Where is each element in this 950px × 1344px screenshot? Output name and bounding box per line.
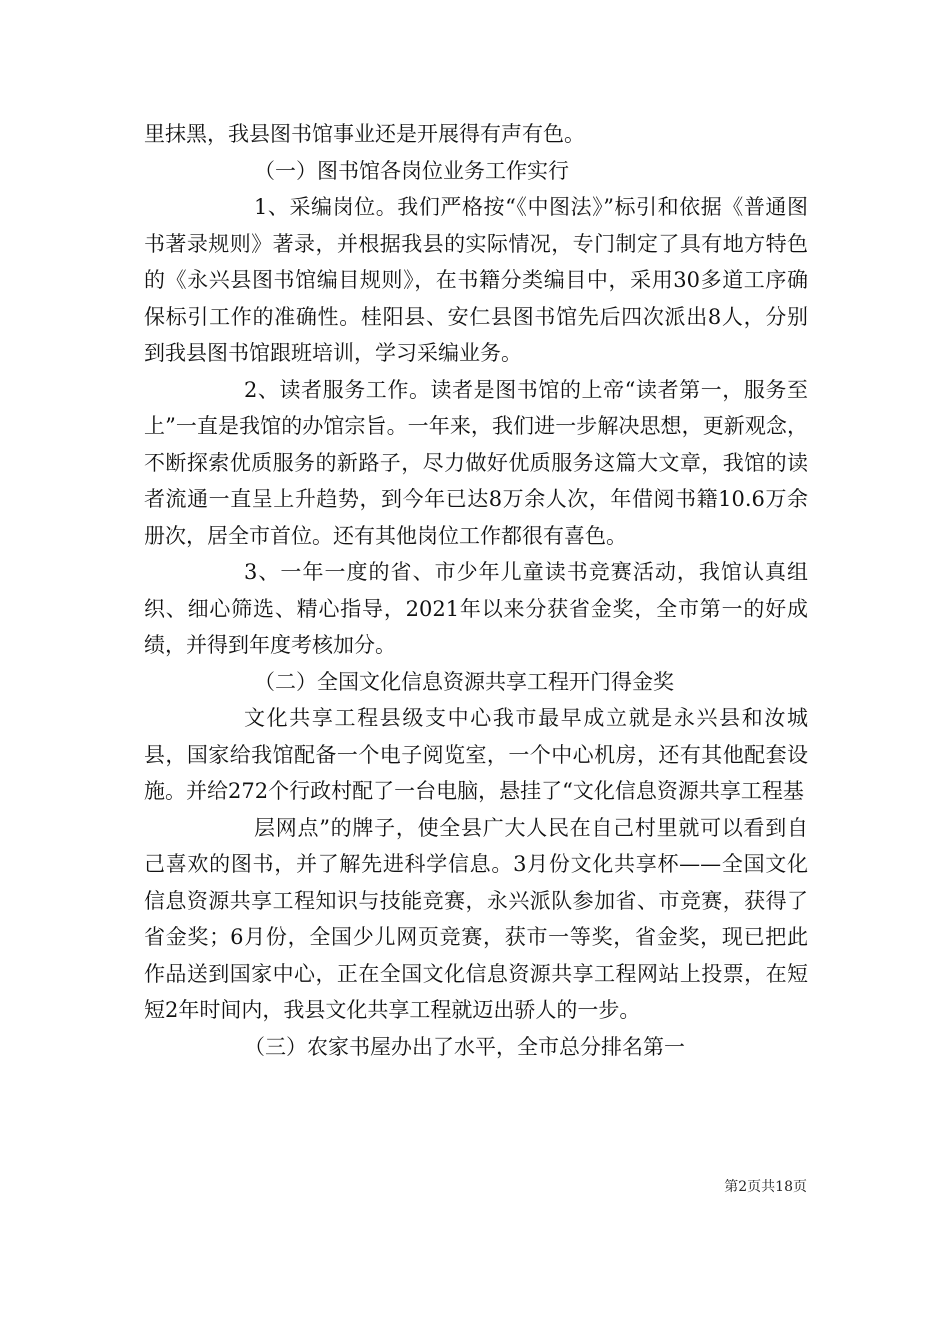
paragraph-cataloging: 1、采编岗位。我们严格按“《中图法》”标引和依据《普通图书著录规则》著录，并根据我县的实际情况，专门制定了具有地方特色的《永兴县图书馆编目规则》，在书籍分类编目中，采用30多道工序确保标引工作的准确性。桂阳县、安仁县图书馆先后四次派出8人，分别到我县图书馆跟班培训，学习采编业务。 [144, 195, 808, 365]
paragraph-reading-contest: 3、一年一度的省、市少年儿童读书竞赛活动，我馆认真组织、细心筛选、精心指导，2021年以来分获省金奖，全市第一的好成绩，并得到年度考核加分。 [144, 560, 808, 657]
section-heading-1: （一）图书馆各岗位业务工作实行 [254, 158, 569, 183]
paragraph-grassroots-network: 层网点”的牌子，使全县广大人民在自己村里就可以看到自己喜欢的图书，并了解先进科学信息。3月份文化共享杯——全国文化信息资源共享工程知识与技能竞赛，永兴派队参加省、市竞赛，获得了省金奖；6月份，全国少儿网页竞赛，获市一等奖，省金奖，现已把此作品送到国家中心，正在全国文化信息资源共享工程网站上投票，在短短2年时间内，我县文化共享工程就迈出骄人的一步。 [144, 815, 808, 1022]
page-number: 第2页共18页 [724, 1179, 807, 1195]
paragraph-sharing-project: 文化共享工程县级支中心我市最早成立就是永兴县和汝城县，国家给我馆配备一个电子阅览室，一个中心机房，还有其他配套设施。并给272个行政村配了一台电脑，悬挂了“文化信息资源共享工程基 [144, 706, 808, 803]
paragraph-continuation: 里抹黑，我县图书馆事业还是开展得有声有色。 [144, 122, 585, 146]
paragraph-reader-service: 2、读者服务工作。读者是图书馆的上帝“读者第一，服务至上”一直是我馆的办馆宗旨。一年来，我们进一步解决思想，更新观念，不断探索优质服务的新路子，尽力做好优质服务这篇大文章，我馆的读者流通一直呈上升趋势，到今年已达8万余人次，年借阅书籍10.6万余册次，居全市首位。还有其他岗位工作都很有喜色。 [144, 377, 808, 548]
document-body [144, 116, 808, 1065]
section-heading-3: （三）农家书屋办出了水平，全市总分排名第一 [244, 1034, 685, 1059]
section-heading-2: （二）全国文化信息资源共享工程开门得金奖 [254, 669, 674, 694]
